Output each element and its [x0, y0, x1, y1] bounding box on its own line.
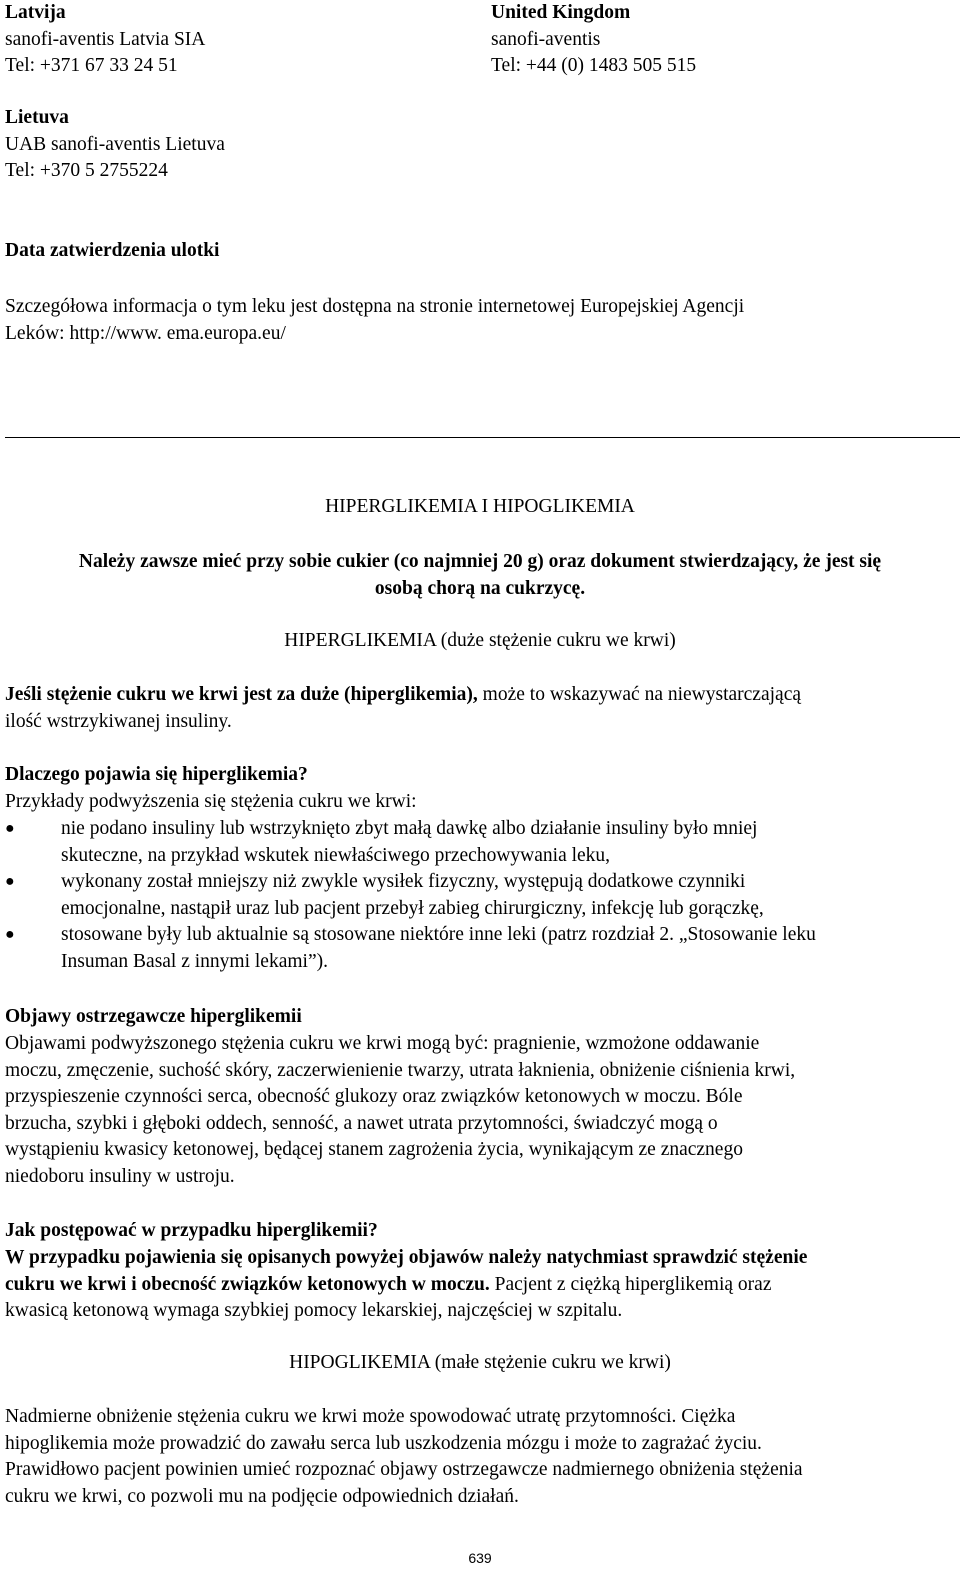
contact-tel: Tel: +44 (0) 1483 505 515 — [491, 55, 697, 76]
approval-info-prefix: Leków: — [5, 322, 70, 344]
contact-company: sanofi-aventis Latvia SIA — [5, 28, 206, 50]
list-item-line: wykonany został mniejszy niż zwykle wysiłek fizyczny, występują dodatkowe czynniki — [61, 871, 746, 892]
text-line: brzucha, szybki i głęboki oddech, senność, a nawet utrata przytomności, świadczyć mogą o — [5, 1112, 718, 1134]
hyper-title: HIPERGLIKEMIA (duże stężenie cukru we krwi) — [284, 630, 676, 651]
text-line: cukru we krwi, co pozwoli mu na podjęcie odpowiednich działań. — [5, 1485, 519, 1507]
card-intro-line: Należy zawsze mieć przy sobie cukier (co najmniej 20 g) oraz dokument stwierdzający, że jest się — [78, 551, 882, 572]
list-item-line: skuteczne, na przykład wskutek niewłaściwego przechowywania leku, — [61, 844, 611, 866]
list-item — [5, 869, 955, 922]
contact-uk — [491, 0, 696, 80]
ema-link[interactable]: http://www. ema.europa.eu/ — [69, 322, 286, 344]
list-item-line: nie podano insuliny lub wstrzyknięto zbyt małą dawkę albo działanie insuliny było mniej — [61, 818, 758, 839]
hyper-lead-rest: może to wskazywać na niewystarczającą — [477, 684, 802, 705]
contact-country: Lietuva — [5, 107, 69, 128]
list-item-line: emocjonalne, nastąpił uraz lub pacjent przebył zabieg chirurgiczny, infekcję lub gorączkę, — [61, 897, 764, 919]
card-title: HIPERGLIKEMIA I HIPOGLIKEMIA — [325, 496, 635, 517]
text-line: kwasicą ketonową wymaga szybkiej pomocy lekarskiej, najczęściej w szpitalu. — [5, 1300, 623, 1321]
why-heading: Dlaczego pojawia się hiperglikemia? — [5, 764, 308, 785]
section-divider — [5, 437, 960, 438]
text-line: wystąpieniu kwasicy ketonowej, będącej stanem zagrożenia życia, wynikającym ze znacznego — [5, 1139, 743, 1160]
why-list — [5, 816, 955, 975]
text-line: Prawidłowo pacjent powinien umieć rozpoznać objawy ostrzegawcze nadmiernego obniżenia stężenia — [5, 1459, 803, 1480]
text-line: hipoglikemia może prowadzić do zawału serca lub uszkodzenia mózgu i może to zagrażać życiu. — [5, 1432, 762, 1454]
hypo-title: HIPOGLIKEMIA (małe stężenie cukru we krwi) — [289, 1352, 671, 1373]
card-intro-line: osobą chorą na cukrzycę. — [374, 577, 586, 599]
hyper-lead-line: ilość wstrzykiwanej insuliny. — [5, 710, 232, 732]
bullet-icon: ● — [5, 820, 15, 837]
list-item — [5, 816, 955, 869]
contact-latvia — [5, 0, 205, 80]
bullet-icon: ● — [5, 873, 15, 890]
contact-country: Latvija — [5, 2, 66, 23]
text-line — [5, 1272, 807, 1299]
approval-info — [5, 294, 744, 347]
action-bold-line: cukru we krwi i obecność związków ketonowych w moczu. — [5, 1273, 490, 1295]
text-line: niedoboru insuliny w ustroju. — [5, 1165, 235, 1187]
bullet-icon: ● — [5, 926, 15, 943]
list-item-line: stosowane były lub aktualnie są stosowane niektóre inne leki (patrz rozdział 2. „Stosowanie leku — [61, 924, 816, 945]
action-heading: Jak postępować w przypadku hiperglikemii? — [5, 1220, 378, 1241]
warning-text — [5, 1031, 795, 1190]
why-intro: Przykłady podwyższenia się stężenia cukru we krwi: — [5, 791, 417, 812]
text-line: Objawami podwyższonego stężenia cukru we krwi mogą być: pragnienie, wzmożone oddawanie — [5, 1033, 760, 1054]
action-text — [5, 1245, 807, 1325]
warning-heading: Objawy ostrzegawcze hiperglikemii — [5, 1006, 302, 1027]
text-line: przyspieszenie czynności serca, obecność glukozy oraz związków ketonowych w moczu. Bóle — [5, 1086, 743, 1107]
hyper-lead-bold: Jeśli stężenie cukru we krwi jest za duże (hiperglikemia), — [5, 684, 478, 705]
approval-info-line — [5, 321, 744, 348]
action-rest: Pacjent z ciężką hiperglikemią oraz — [489, 1273, 772, 1295]
contact-country: United Kingdom — [491, 2, 631, 23]
contact-company: UAB sanofi-aventis Lietuva — [5, 133, 225, 155]
hyper-lead-line — [5, 682, 801, 709]
card-intro — [5, 549, 955, 602]
contact-tel: Tel: +370 5 2755224 — [5, 160, 168, 181]
page-number: 639 — [468, 1550, 492, 1566]
hyper-lead — [5, 682, 801, 735]
list-item-line: Insuman Basal z innymi lekami”). — [61, 950, 328, 972]
contact-lithuania — [5, 105, 225, 185]
approval-heading: Data zatwierdzenia ulotki — [5, 240, 220, 261]
contact-company: sanofi-aventis — [491, 28, 601, 50]
text-line: moczu, zmęczenie, suchość skóry, zaczerwienienie twarzy, utrata łaknienia, obniżenie ciśnienia krwi, — [5, 1059, 796, 1081]
contact-tel: Tel: +371 67 33 24 51 — [5, 55, 178, 76]
hypo-text — [5, 1404, 803, 1510]
text-line: Nadmierne obniżenie stężenia cukru we krwi może spowodować utratę przytomności. Ciężka — [5, 1406, 736, 1427]
approval-info-line: Szczegółowa informacja o tym leku jest dostępna na stronie internetowej Europejskiej Agencji — [5, 296, 745, 317]
list-item — [5, 922, 955, 975]
action-bold-line: W przypadku pojawienia się opisanych powyżej objawów należy natychmiast sprawdzić stężenie — [5, 1247, 808, 1268]
